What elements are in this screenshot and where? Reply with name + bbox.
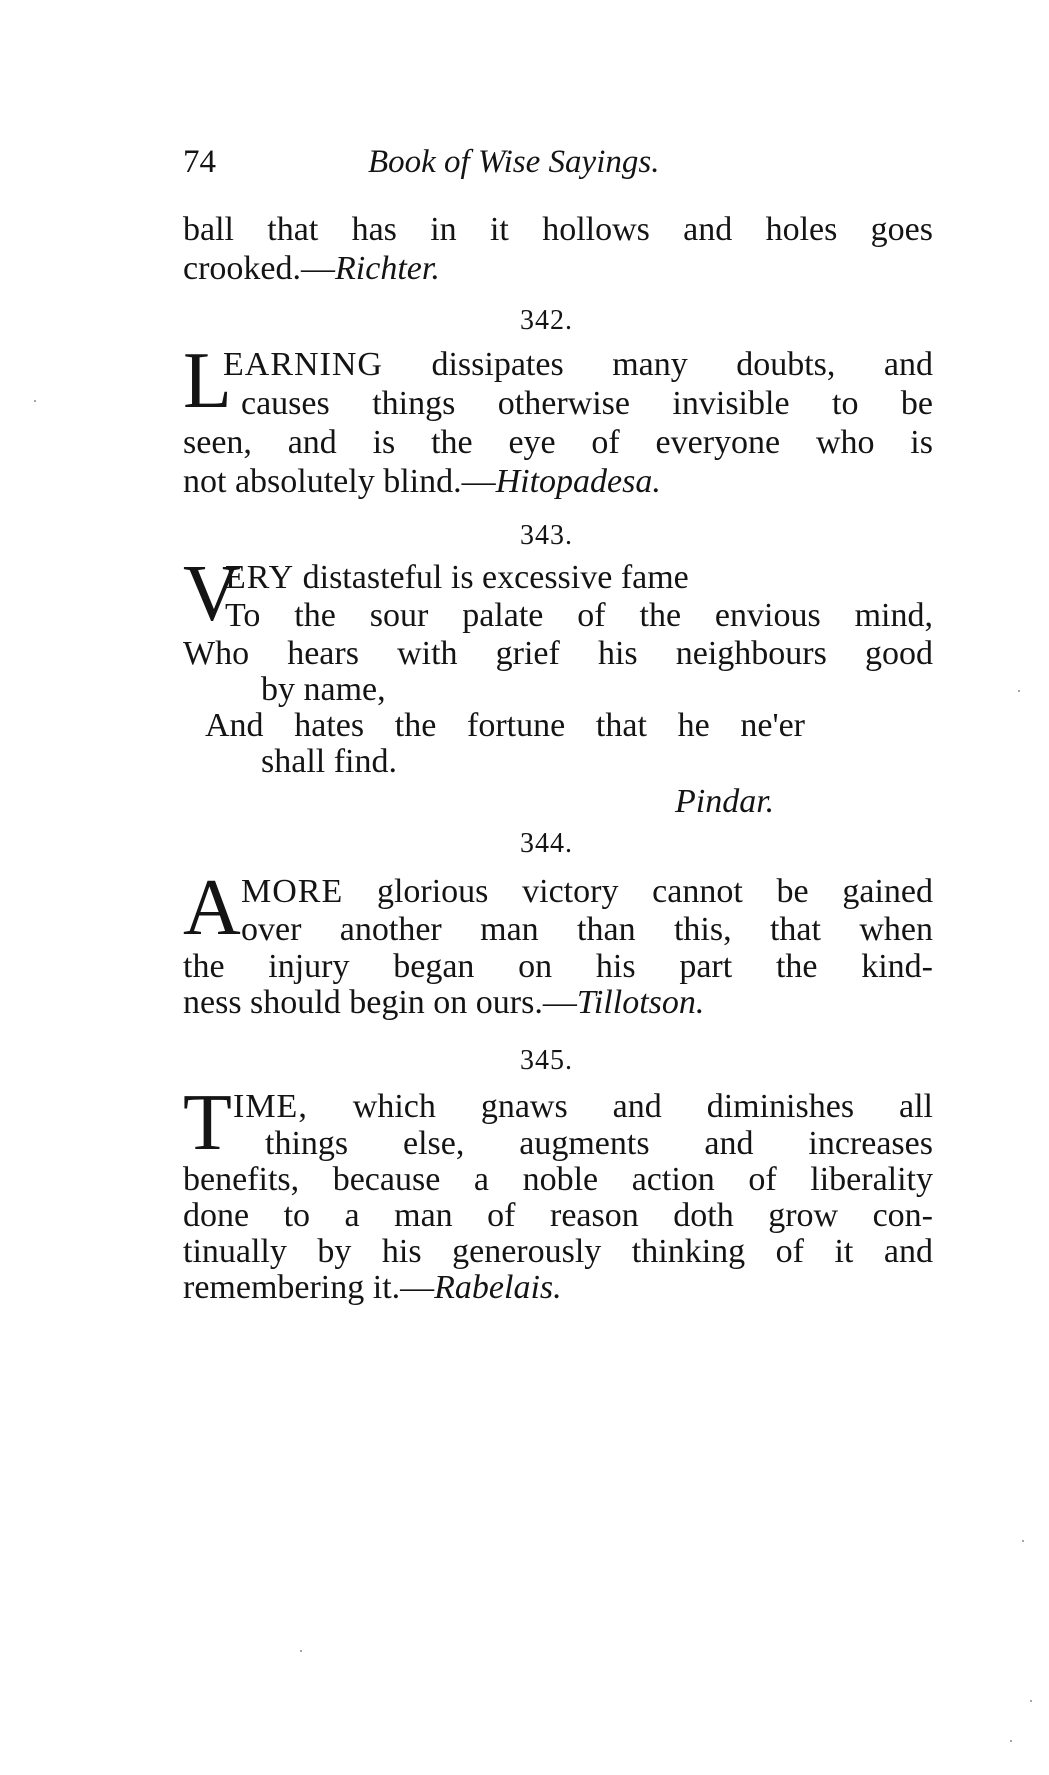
text-line: tinually by his generously thinking of it and xyxy=(183,1233,933,1270)
text-line: by name, xyxy=(261,671,386,708)
saying-number: 344. xyxy=(520,828,573,859)
saying-number: 342. xyxy=(520,305,573,336)
text-line: shall find. xyxy=(261,743,397,780)
text-span: distasteful is excessive fame xyxy=(294,559,689,596)
saying-number: 345. xyxy=(520,1045,573,1076)
attribution: Hitopadesa. xyxy=(495,463,661,500)
text-line: To the sour palate of the envious mind, xyxy=(225,597,933,634)
text-line: And hates the fortune that he ne'er xyxy=(205,707,805,744)
attribution: Pindar. xyxy=(675,783,775,820)
saying-342 xyxy=(183,337,933,505)
text-line: ball that has in it hollows and holes goes xyxy=(183,211,933,248)
text-line xyxy=(183,1268,562,1307)
drop-cap: V xyxy=(183,550,241,638)
text-line: benefits, because a noble action of liberality xyxy=(183,1161,933,1198)
text-line: seen, and is the eye of everyone who is xyxy=(183,424,933,461)
drop-cap: A xyxy=(183,864,241,952)
saying-345 xyxy=(183,1079,933,1327)
text-span: IME, xyxy=(233,1088,308,1125)
text-span: glorious victory cannot be gained xyxy=(343,873,933,910)
scan-speck xyxy=(1018,690,1020,692)
page-number: 74 xyxy=(183,144,216,180)
drop-cap: T xyxy=(183,1079,232,1167)
text-line: Who hears with grief his neighbours good xyxy=(183,635,933,672)
text-line: things else, augments and increases xyxy=(265,1125,933,1162)
attribution: Tillotson. xyxy=(576,984,705,1021)
scan-speck xyxy=(34,400,36,402)
continuation-paragraph xyxy=(183,210,933,288)
scan-speck xyxy=(1010,1740,1012,1742)
text-line xyxy=(183,983,704,1022)
attribution: Rabelais. xyxy=(434,1269,562,1306)
drop-cap: L xyxy=(183,337,232,425)
scan-speck xyxy=(300,1650,302,1652)
text-line: causes things otherwise invisible to be xyxy=(241,385,933,422)
text-span: which gnaws and diminishes all xyxy=(307,1088,933,1125)
saying-343 xyxy=(183,550,933,820)
attribution: Richter. xyxy=(335,250,440,287)
text-line: the injury began on his part the kind- xyxy=(183,948,933,985)
text-line: done to a man of reason doth grow con- xyxy=(183,1197,933,1234)
scan-speck xyxy=(1022,1540,1024,1542)
text-span: ERY xyxy=(225,559,295,596)
scan-speck xyxy=(1030,1700,1032,1702)
text-line xyxy=(223,345,933,384)
text-line xyxy=(233,1087,933,1126)
text-line xyxy=(225,558,689,597)
text-span: crooked.— xyxy=(183,250,336,287)
running-title: Book of Wise Sayings. xyxy=(368,144,660,180)
saying-number: 343. xyxy=(520,520,573,551)
text-span: EARNING xyxy=(223,346,383,383)
text-line xyxy=(183,462,661,501)
text-span: remembering it.— xyxy=(183,1269,435,1306)
text-line: over another man than this, that when xyxy=(241,911,933,948)
page-header xyxy=(183,144,753,194)
text-span: MORE xyxy=(241,873,344,910)
text-span: dissipates many doubts, and xyxy=(382,346,933,383)
saying-344 xyxy=(183,864,933,1032)
text-span: ness should begin on ours.— xyxy=(183,984,577,1021)
text-line xyxy=(183,249,933,288)
text-span: not absolutely blind.— xyxy=(183,463,496,500)
text-line xyxy=(241,872,933,911)
